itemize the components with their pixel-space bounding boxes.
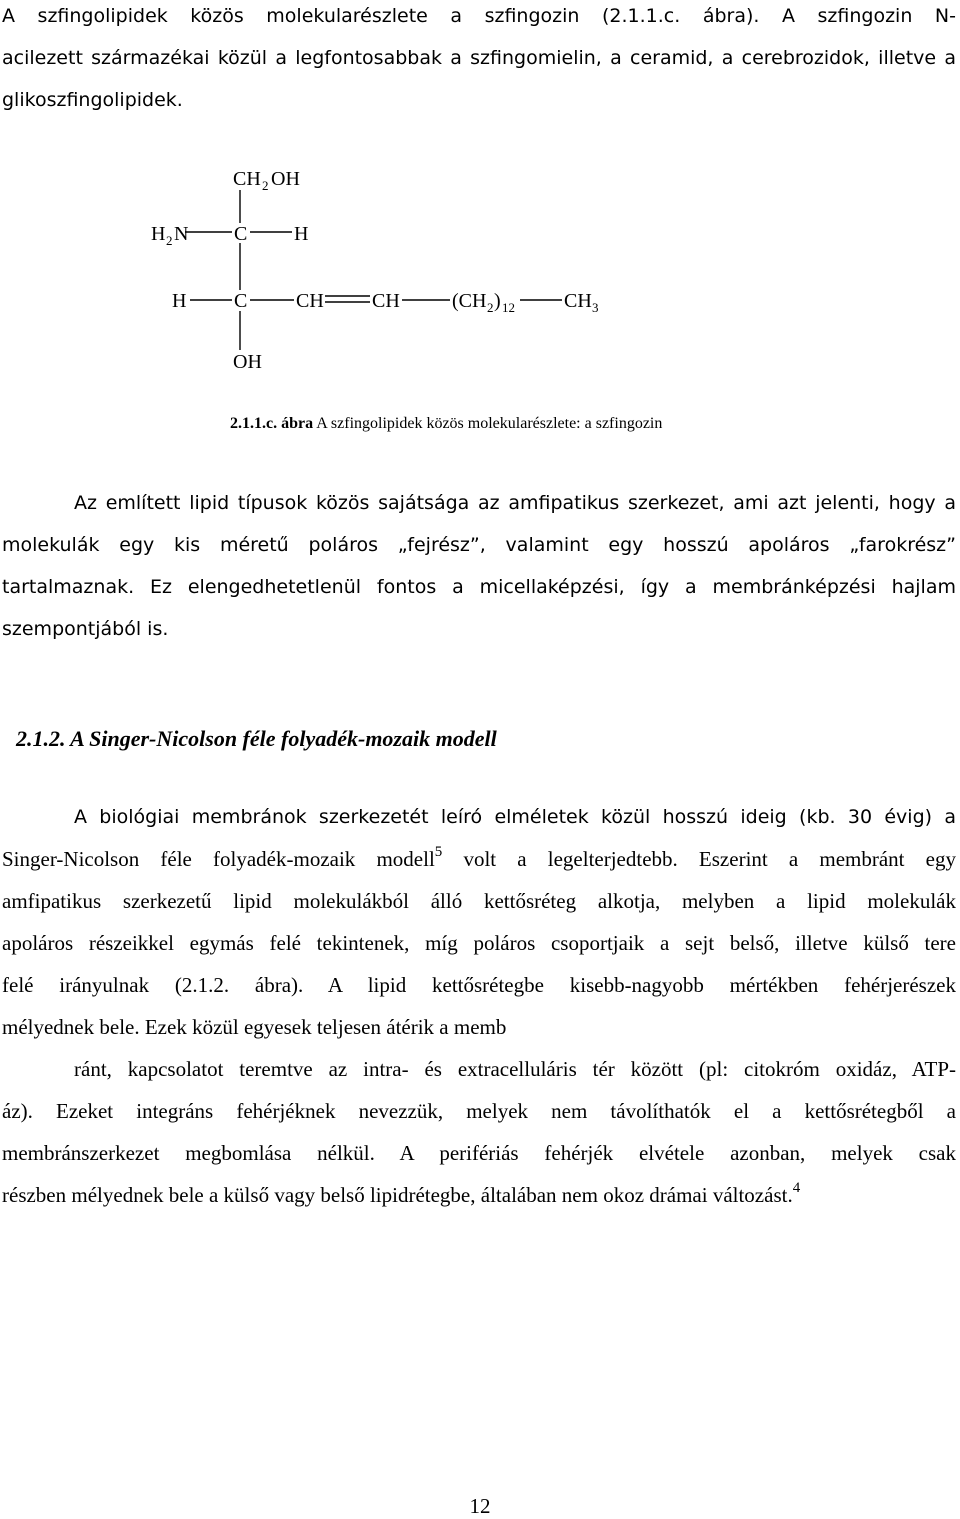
section-heading: 2.1.2. A Singer-Nicolson féle folyadék-mozaik modell <box>16 726 497 751</box>
h-upper-right-label: H <box>294 223 309 245</box>
caption-text: A szfingolipidek közös molekularészlete: a szfingozin <box>316 415 663 432</box>
paragraph-line <box>2 1174 956 1216</box>
ch3-label: CH <box>564 290 592 312</box>
figure-caption <box>230 414 662 434</box>
paragraph-line: felé irányulnak (2.1.2. ábra). A lipid kettősrétegbe kisebb-nagyobb mértékben fehérjerészek <box>2 973 956 997</box>
paragraph-line: apoláros részeikkel egymás felé tekintenek, míg poláros csoportjaik a sejt belső, illetve külső tere <box>2 931 956 955</box>
ch-second-label: CH <box>372 290 400 312</box>
ch3-subscript: 3 <box>592 300 599 315</box>
paragraph-line <box>2 838 956 880</box>
chain-close-label: ) <box>494 290 501 312</box>
chain-subscript-2: 2 <box>487 300 494 315</box>
paragraph-line: membránszerkezet megbomlása nélkül. A perifériás fehérjék elvétele azonban, melyek csak <box>2 1141 956 1165</box>
sphingosine-structure-figure <box>0 0 960 420</box>
paragraph-line: ránt, kapcsolatot teremtve az intra- és extracelluláris tér között (pl: citokróm oxidáz, ATP- <box>74 1057 956 1081</box>
paragraph-line: A szfingolipidek közös molekularészlete a szfingozin (2.1.1.c. ábra). A szfingozin N- <box>2 5 956 27</box>
paragraph-text: részben mélyednek bele a külső vagy belső lipidrétegbe, általában nem okoz drámai változást. <box>2 1183 793 1207</box>
c-upper-label: C <box>234 223 248 245</box>
ch2-label: CH <box>233 168 261 190</box>
chain-open-label: (CH <box>452 290 487 312</box>
paragraph-line: acilezett származékai közül a legfontosabbak a szfingomielin, a ceramid, a cerebrozidok, illetve a <box>2 47 956 69</box>
paragraph-line: Az említett lipid típusok közös sajátsága az amfipatikus szerkezet, ami azt jelenti, hogy a <box>74 492 956 514</box>
paragraph-line: glikoszfingolipidek. <box>2 89 183 111</box>
reference-superscript: 4 <box>792 1180 801 1196</box>
paragraph-line: amfipatikus szerkezetű lipid molekulákból álló kettősréteg alkotja, melyben a lipid molekulák <box>2 889 956 913</box>
paragraph-line: tartalmaznak. Ez elengedhetetlenül fontos a micellaképzési, így a membránképzési hajlam <box>2 576 956 598</box>
paragraph-text: volt a legelterjedtebb. Eszerint a membránt egy <box>442 847 957 871</box>
paragraph-line: áz). Ezeket integráns fehérjéknek nevezzük, melyek nem távolíthatók el a kettősrétegből a <box>2 1099 956 1123</box>
h-lower-left-label: H <box>172 290 187 312</box>
reference-superscript: 5 <box>434 844 443 860</box>
page-number: 12 <box>469 1494 491 1518</box>
oh-top-label: OH <box>271 168 300 190</box>
paragraph-line: szempontjából is. <box>2 618 169 640</box>
ch-first-label: CH <box>296 290 324 312</box>
caption-number: 2.1.1.c. ábra <box>230 415 314 432</box>
model-name-text: Singer-Nicolson féle folyadék-mozaik modell <box>2 847 435 871</box>
h-left-label: H <box>151 223 166 245</box>
h-left-subscript: 2 <box>166 233 173 248</box>
chain-subscript-12: 12 <box>502 300 515 315</box>
singer-nicolson-paragraph <box>2 796 956 1216</box>
bond-lines <box>185 190 562 350</box>
paragraph-line: A biológiai membránok szerkezetét leíró elméletek közül hosszú ideig (kb. 30 évig) a <box>74 806 956 828</box>
oh-bottom-label: OH <box>233 351 262 373</box>
paragraph-line: mélyednek bele. Ezek közül egyesek teljesen átérik a memb <box>2 1015 507 1039</box>
c-lower-label: C <box>234 290 248 312</box>
n-label: N <box>174 223 189 245</box>
amphipathic-paragraph <box>2 482 956 650</box>
paragraph-line: molekulák egy kis méretű poláros „fejrész”, valamint egy hosszú apoláros „farokrész” <box>2 534 956 556</box>
ch2-subscript: 2 <box>262 178 269 193</box>
